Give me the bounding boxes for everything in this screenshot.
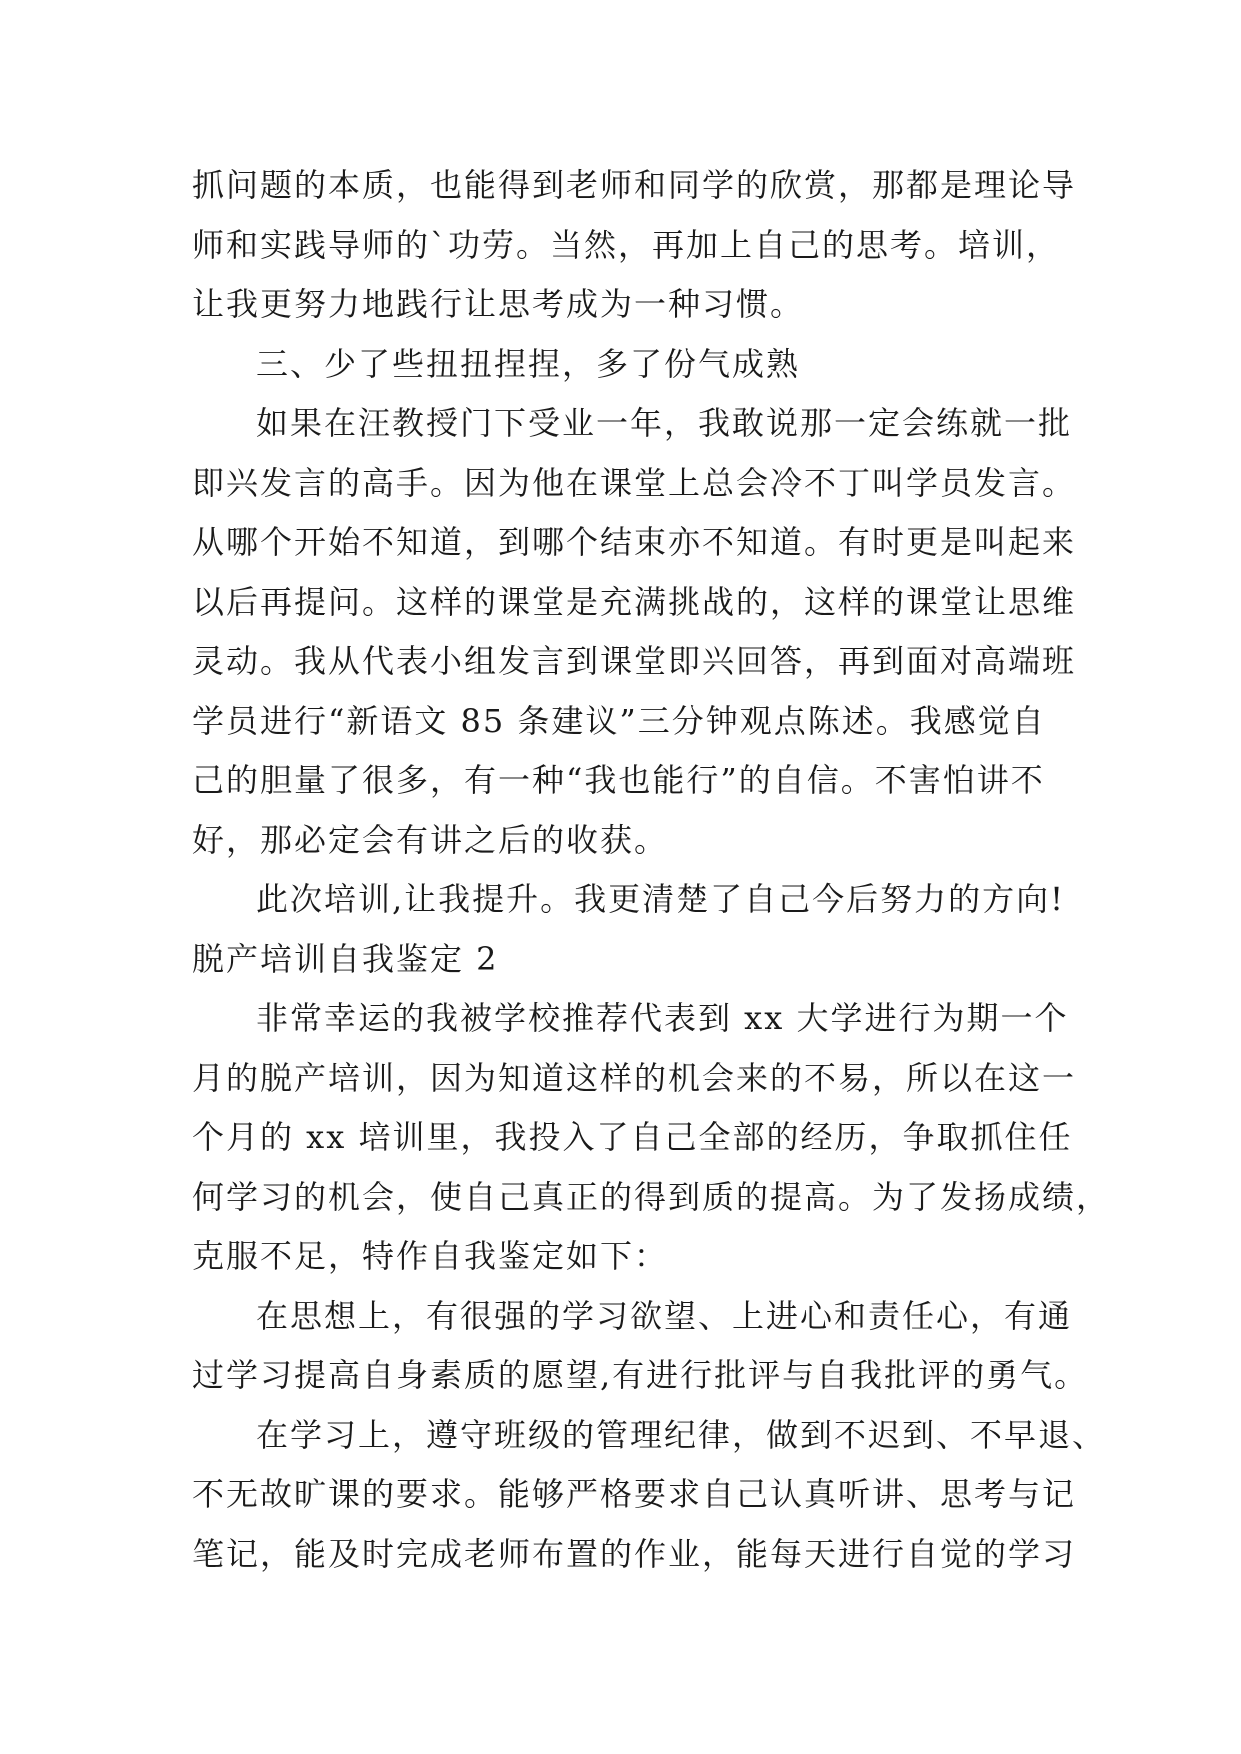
text-line: 让我更努力地践行让思考成为一种习惯。 bbox=[192, 285, 805, 323]
text-line: 过学习提高自身素质的愿望,有进行批评与自我批评的勇气。 bbox=[192, 1356, 1089, 1394]
document-title: 脱产培训自我鉴定 2 bbox=[192, 939, 499, 978]
text-line: 非常幸运的我被学校推荐代表到 xx 大学进行为期一个 bbox=[256, 999, 1069, 1037]
text-line: 在思想上，有很强的学习欲望、上进心和责任心，有通 bbox=[256, 1296, 1073, 1335]
text-line: 抓问题的本质，也能得到老师和同学的欣赏，那都是理论导 bbox=[192, 166, 1077, 204]
text-line: 师和实践导师的`功劳。当然，再加上自己的思考。培训， bbox=[192, 225, 1061, 264]
text-line: 己的胆量了很多，有一种“我也能行”的自信。不害怕讲不 bbox=[192, 761, 1045, 799]
text-line: 如果在汪教授门下受业一年，我敢说那一定会练就一批 bbox=[256, 404, 1073, 442]
text-line: 即兴发言的高手。因为他在课堂上总会冷不丁叫学员发言。 bbox=[192, 463, 1077, 502]
text-line: 月的脱产培训，因为知道这样的机会来的不易，所以在这一 bbox=[192, 1058, 1077, 1097]
text-line: 不无故旷课的要求。能够严格要求自己认真听讲、思考与记 bbox=[192, 1475, 1077, 1513]
document-body bbox=[192, 156, 1111, 1584]
text-line: 好，那必定会有讲之后的收获。 bbox=[192, 820, 669, 859]
text-line: 学员进行“新语文 85 条建议”三分钟观点陈述。我感觉自 bbox=[192, 701, 1046, 740]
text-line: 此次培训,让我提升。我更清楚了自己今后努力的方向! bbox=[256, 880, 1066, 918]
section-heading: 三、少了些扭扭捏捏，多了份气成熟 bbox=[256, 344, 801, 383]
text-line: 个月的 xx 培训里，我投入了自己全部的经历，争取抓住任 bbox=[192, 1118, 1073, 1156]
text-line: 何学习的机会，使自己真正的得到质的提高。为了发扬成绩， bbox=[192, 1177, 1111, 1216]
text-line: 从哪个开始不知道，到哪个结束亦不知道。有时更是叫起来 bbox=[192, 523, 1077, 561]
text-line: 克服不足，特作自我鉴定如下： bbox=[192, 1237, 669, 1275]
text-line: 笔记，能及时完成老师布置的作业，能每天进行自觉的学习 bbox=[192, 1534, 1077, 1573]
text-line: 灵动。我从代表小组发言到课堂即兴回答，再到面对高端班 bbox=[192, 642, 1077, 680]
text-line: 在学习上，遵守班级的管理纪律，做到不迟到、不早退、 bbox=[256, 1415, 1107, 1454]
text-line: 以后再提问。这样的课堂是充满挑战的，这样的课堂让思维 bbox=[192, 582, 1077, 621]
